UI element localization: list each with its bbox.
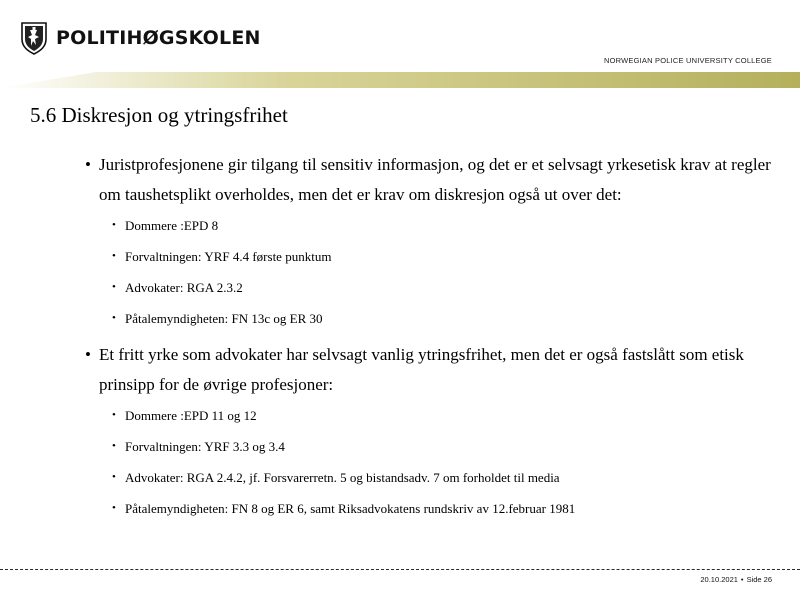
bullet-dot: • (112, 281, 116, 293)
bullet-main-2 (85, 340, 785, 400)
slide-content (85, 150, 785, 524)
bullet-dot: • (112, 471, 116, 483)
sub-bullet (85, 272, 785, 303)
sub-bullet (85, 431, 785, 462)
college-name: NORWEGIAN POLICE UNIVERSITY COLLEGE (603, 56, 772, 65)
bullet-dot: • (112, 502, 116, 514)
sub-bullet-text: Advokater: RGA 2.4.2, jf. Forsvarerretn. 5 og bistandsadv. 7 om forholdet til media (125, 470, 560, 485)
logo (20, 20, 261, 56)
sub-bullet (85, 493, 785, 524)
page-number: Side 26 (746, 575, 772, 584)
sub-bullet (85, 210, 785, 241)
sub-bullet-text: Dommere :EPD 11 og 12 (125, 408, 257, 423)
footer-separator: • (740, 575, 744, 584)
bullet-main-1 (85, 150, 785, 210)
bullet-text: Juristprofesjonene gir tilgang til sensitiv informasjon, og det er et selvsagt yrkesetisk krav at regler om taushetsplikt overholdes, men det er krav om diskresjon også ut over det: (99, 155, 771, 204)
footer (700, 575, 772, 584)
bullet-dot: • (112, 250, 116, 262)
police-crest-icon (20, 21, 48, 55)
sub-bullet-text: Dommere :EPD 8 (125, 218, 219, 233)
slide-title: 5.6 Diskresjon og ytringsfrihet (30, 103, 288, 127)
bullet-dot: • (85, 345, 91, 364)
sub-bullet-text: Forvaltningen: YRF 4.4 første punktum (125, 249, 332, 264)
sub-bullet (85, 400, 785, 431)
bullet-dot: • (85, 155, 91, 174)
sub-bullet-text: Forvaltningen: YRF 3.3 og 3.4 (125, 439, 285, 454)
logo-text: POLITIHØGSKOLEN (56, 27, 261, 49)
sub-bullet-text: Påtalemyndigheten: FN 13c og ER 30 (125, 311, 323, 326)
bullet-dot: • (112, 312, 116, 324)
sub-bullet (85, 303, 785, 334)
bullet-dot: • (112, 219, 116, 231)
sub-bullet-text: Advokater: RGA 2.3.2 (125, 280, 243, 295)
footer-date: 20.10.2021 (700, 575, 738, 584)
bullet-dot: • (112, 409, 116, 421)
sub-bullet-text: Påtalemyndigheten: FN 8 og ER 6, samt Riksadvokatens rundskriv av 12.februar 1981 (125, 501, 576, 516)
sub-bullet (85, 462, 785, 493)
sub-bullet (85, 241, 785, 272)
bullet-text: Et fritt yrke som advokater har selvsagt vanlig ytringsfrihet, men det er også fastslått som etisk prinsipp for de øvrige profesjoner: (99, 345, 744, 394)
bullet-dot: • (112, 440, 116, 452)
footer-divider (0, 569, 800, 570)
header-band (0, 72, 800, 88)
